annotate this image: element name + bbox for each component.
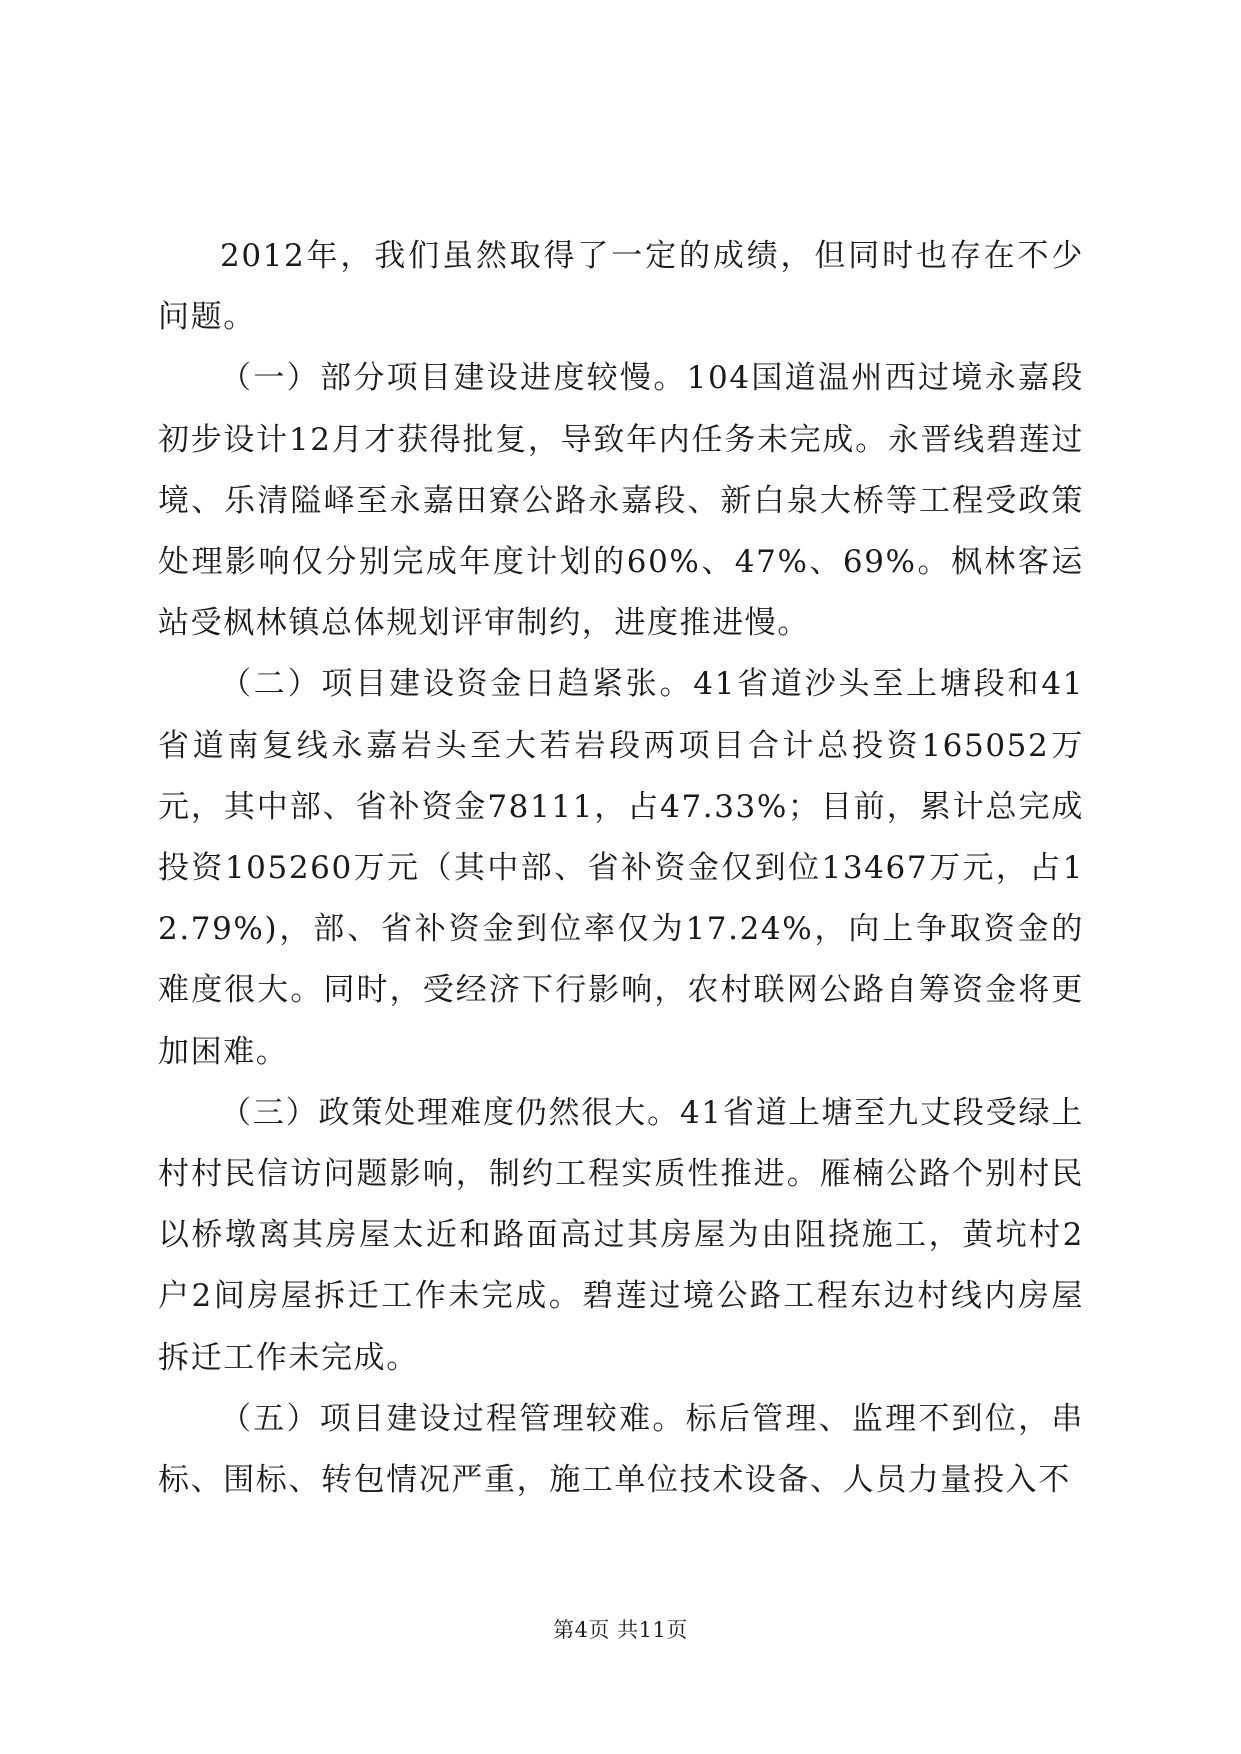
document-body [158, 226, 1084, 1511]
paragraph-issue-2: （二）项目建设资金日趋紧张。41省道沙头至上塘段和41省道南复线永嘉岩头至大若岩段两项目合计总投资165052万元，其中部、省补资金78111，占47.33%；目前，累计总完成投资105260万元（其中部、省补资金仅到位13467万元，占12.79%)，部、省补资金到位率仅为17.24%，向上争取资金的难度很大。同时，受经济下行影响，农村联网公路自筹资金将更加困难。 [158, 666, 1084, 1070]
page-footer: 第4页 共11页 [553, 1618, 688, 1642]
paragraph-issue-5: （五）项目建设过程管理较难。标后管理、监理不到位，串标、围标、转包情况严重，施工单位技术设备、人员力量投入不 [158, 1400, 1084, 1499]
paragraph-issue-3: （三）政策处理难度仍然很大。41省道上塘至九丈段受绿上村村民信访问题影响，制约工程实质性推进。雁楠公路个别村民以桥墩离其房屋太近和路面高过其房屋为由阻挠施工，黄坑村2户2间房屋拆迁工作未完成。碧莲过境公路工程东边村线内房屋拆迁工作未完成。 [158, 1094, 1084, 1376]
paragraph-intro: 2012年，我们虽然取得了一定的成绩，但同时也存在不少问题。 [158, 238, 1084, 336]
paragraph-issue-1: （一）部分项目建设进度较慢。104国道温州西过境永嘉段初步设计12月才获得批复，导致年内任务未完成。永晋线碧莲过境、乐清隘峄至永嘉田寮公路永嘉段、新白泉大桥等工程受政策处理影响仅分别完成年度计划的60%、47%、69%。枫林客运站受枫林镇总体规划评审制约，进度推进慢。 [158, 360, 1084, 642]
